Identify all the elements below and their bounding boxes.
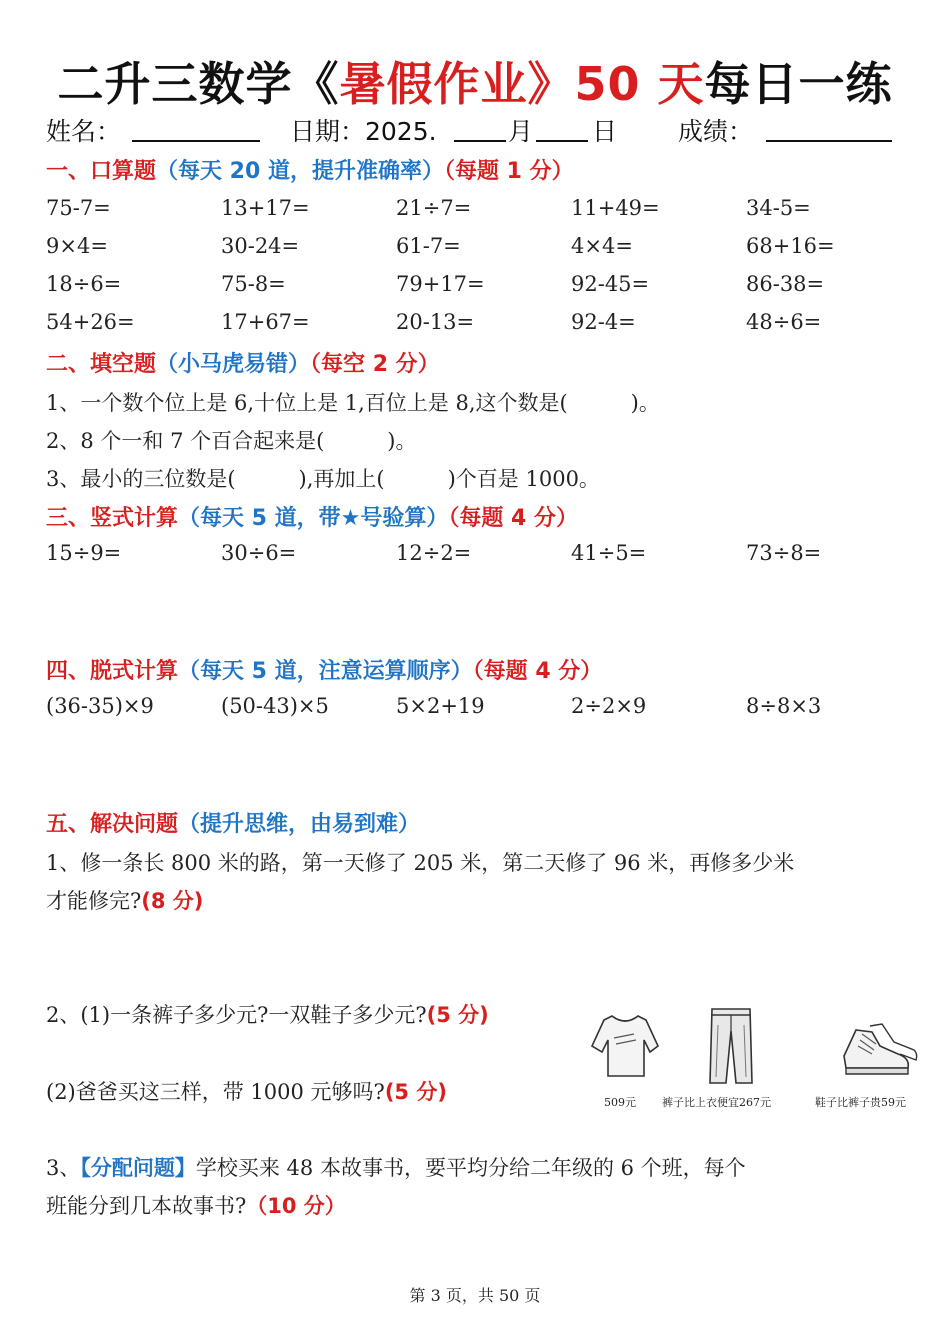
section-heading-stepwise <box>46 654 602 685</box>
problem: 30-24= <box>221 234 300 258</box>
problem: 92-4= <box>571 310 636 334</box>
problem: 68+16= <box>746 234 835 258</box>
title-prefix: 二升三数学《 <box>57 57 340 111</box>
problem: 75-8= <box>221 272 286 296</box>
section-label: 二、填空题 <box>46 352 157 377</box>
section-heading-oral <box>46 154 574 185</box>
problem: 17+67= <box>221 310 310 334</box>
pants-illustration <box>706 1005 756 1087</box>
day-blank[interactable] <box>536 116 588 142</box>
section-label: 一、口算题 <box>46 159 157 184</box>
problem: 5×2+19 <box>396 694 485 718</box>
section-heading-vertical <box>46 501 578 532</box>
problem: 34-5= <box>746 196 811 220</box>
name-blank[interactable] <box>132 116 260 142</box>
section-points: （每题 4 分） <box>448 506 579 531</box>
pants-caption: 裤子比上衣便宜267元 <box>662 1096 771 1109</box>
section-heading-fill <box>46 347 440 378</box>
problem-2a <box>46 999 489 1029</box>
problem-2b <box>46 1076 447 1106</box>
problem-3-line-1 <box>46 1152 746 1182</box>
problem: 11+49= <box>571 196 660 220</box>
problem: 48÷6= <box>746 310 822 334</box>
problem-3-points: （10 分） <box>246 1194 346 1218</box>
name-label: 姓名： <box>46 117 122 146</box>
problem-1-line-1: 1、修一条长 800 米的路，第一天修了 205 米，第二天修了 96 米，再修多少米 <box>46 851 795 875</box>
problem-3-text-cont: 班能分到几本故事书? <box>46 1194 247 1218</box>
section-label: 三、竖式计算 <box>46 506 179 531</box>
fill-question-2: 2、8 个一和 7 个百合起来是( )。 <box>46 429 417 453</box>
title-tail: 每日一练 <box>704 57 893 111</box>
section-note: （每天 5 道，注意运算顺序） <box>178 659 473 684</box>
problem-2a-points: (5 分) <box>426 1003 489 1027</box>
problem: (50-43)×5 <box>221 694 329 718</box>
section-note: （小马虎易错） <box>156 352 311 377</box>
shoes-caption: 鞋子比裤子贵59元 <box>815 1096 906 1109</box>
section-points: （每空 2 分） <box>310 352 440 377</box>
problem-3-line-2 <box>46 1190 346 1220</box>
problem: 41÷5= <box>571 541 647 565</box>
day-label: 日 <box>592 117 618 146</box>
month-blank[interactable] <box>454 116 506 142</box>
problem: 75-7= <box>46 196 111 220</box>
problem-3-number: 3、 <box>46 1156 81 1180</box>
problem-3-tag: 【分配问题】 <box>80 1156 196 1180</box>
problem-1-points: (8 分) <box>141 889 204 913</box>
fill-question-1: 1、一个数个位上是 6,十位上是 1,百位上是 8,这个数是( )。 <box>46 391 660 415</box>
problem: 79+17= <box>396 272 485 296</box>
oral-row <box>46 234 926 264</box>
problem: 61-7= <box>396 234 461 258</box>
title-suffix: 》50 天 <box>527 57 705 111</box>
section-note: （提升思维，由易到难） <box>178 812 421 837</box>
section-label: 四、脱式计算 <box>46 659 179 684</box>
problem: 4×4= <box>571 234 633 258</box>
oral-row <box>46 196 926 226</box>
score-label: 成绩： <box>678 117 754 146</box>
title-highlight: 暑假作业 <box>339 57 528 111</box>
problem-3-text: 学校买来 48 本故事书，要平均分给二年级的 6 个班，每个 <box>195 1156 746 1180</box>
problem: 13+17= <box>221 196 310 220</box>
page-title <box>0 48 950 114</box>
problem: (36-35)×9 <box>46 694 154 718</box>
oral-row <box>46 310 926 340</box>
problem: 2÷2×9 <box>571 694 647 718</box>
section-note: （每天 5 道，带★号验算） <box>178 506 449 531</box>
oral-row <box>46 272 926 302</box>
problem-2a-text: 2、(1)一条裤子多少元?一双鞋子多少元? <box>46 1003 427 1027</box>
score-blank[interactable] <box>766 116 892 142</box>
problem: 21÷7= <box>396 196 472 220</box>
section-note: （每天 20 道，提升准确率） <box>156 159 444 184</box>
page-footer: 第 3 页，共 50 页 <box>409 1286 541 1305</box>
problem: 8÷8×3 <box>746 694 822 718</box>
problem: 9×4= <box>46 234 108 258</box>
section-heading-problems <box>46 807 420 838</box>
stepwise-row <box>46 694 926 724</box>
section-points: （每题 4 分） <box>472 659 603 684</box>
problem-2b-text: (2)爸爸买这三样，带 1000 元够吗? <box>46 1080 385 1104</box>
problem-2b-points: (5 分) <box>384 1080 447 1104</box>
problem: 30÷6= <box>221 541 297 565</box>
shoes-illustration <box>840 1022 918 1082</box>
problem: 18÷6= <box>46 272 122 296</box>
problem: 54+26= <box>46 310 135 334</box>
problem: 15÷9= <box>46 541 122 565</box>
section-label: 五、解决问题 <box>46 812 179 837</box>
problem-1-text: 才能修完? <box>46 889 142 913</box>
problem: 12÷2= <box>396 541 472 565</box>
section-points: （每题 1 分） <box>443 159 574 184</box>
shirt-illustration <box>590 1010 660 1082</box>
problem-1-line-2 <box>46 885 203 915</box>
problem: 92-45= <box>571 272 650 296</box>
problem: 20-13= <box>396 310 475 334</box>
problem: 73÷8= <box>746 541 822 565</box>
shirt-caption: 509元 <box>604 1096 636 1109</box>
vertical-row <box>46 541 926 571</box>
date-label: 日期：2025. <box>290 117 437 146</box>
fill-question-3: 3、最小的三位数是( ),再加上( )个百是 1000。 <box>46 467 600 491</box>
problem: 86-38= <box>746 272 825 296</box>
month-label: 月 <box>508 117 534 146</box>
